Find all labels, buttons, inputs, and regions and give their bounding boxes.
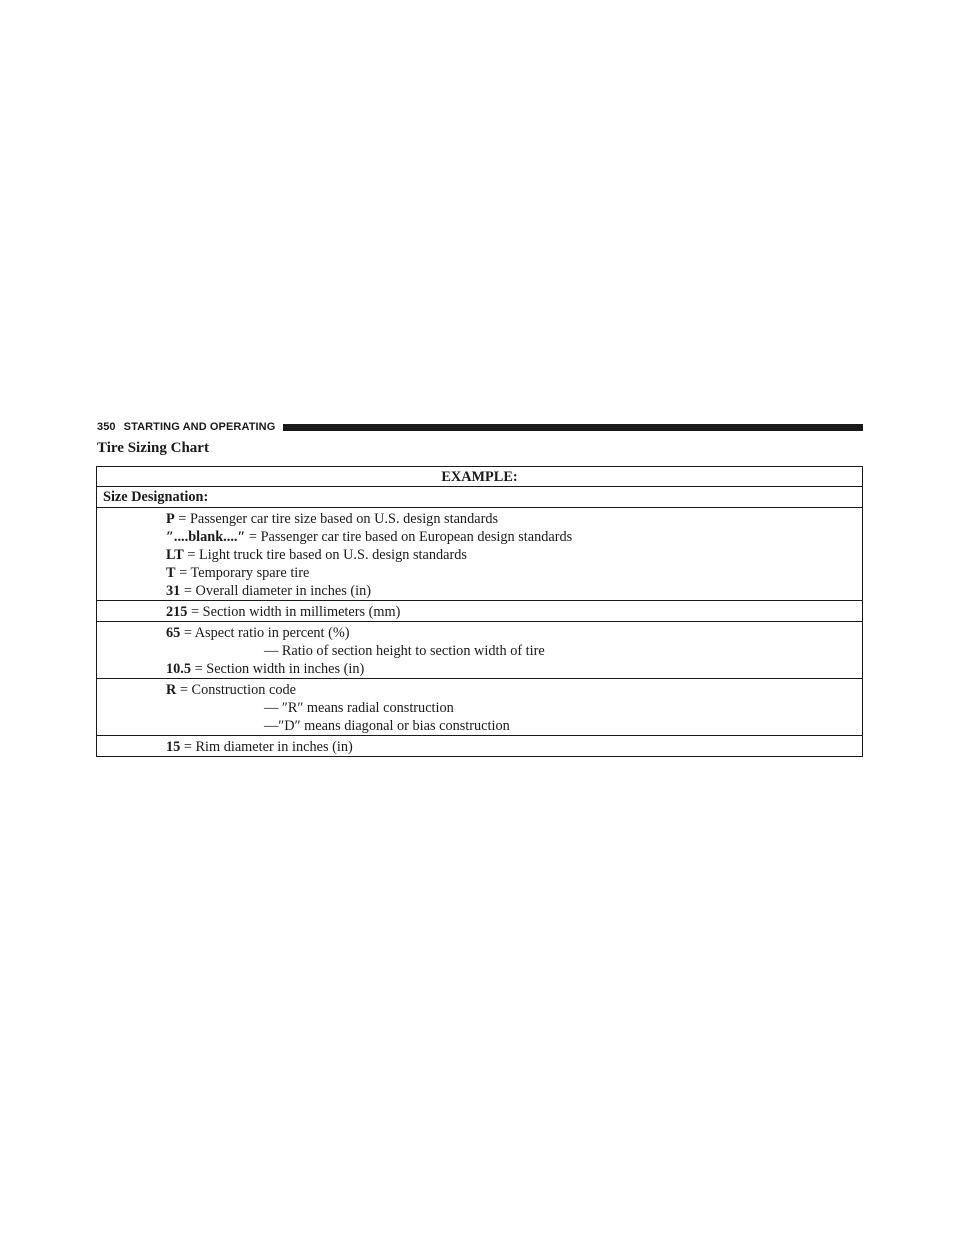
size-code: 215 xyxy=(166,604,188,620)
size-code-meaning: = Light truck tire based on U.S. design standards xyxy=(183,547,467,563)
table-row xyxy=(97,508,863,601)
chart-title: Tire Sizing Chart xyxy=(97,440,209,456)
definition-line xyxy=(166,510,862,528)
size-code: 10.5 xyxy=(166,661,192,677)
size-code: 15 xyxy=(166,739,181,755)
size-code-meaning: = Rim diameter in inches (in) xyxy=(180,739,353,755)
size-code-meaning: = Passenger car tire based on European design standards xyxy=(245,529,573,545)
table-row xyxy=(97,487,863,508)
size-designation-label: Size Designation: xyxy=(97,487,863,508)
size-code: 31 xyxy=(166,583,181,599)
definition-cell xyxy=(97,601,863,622)
definition-cell xyxy=(97,736,863,757)
table-row xyxy=(97,622,863,679)
definition-cell xyxy=(97,508,863,601)
size-code: ″....blank....″ xyxy=(166,529,246,545)
definition-line xyxy=(166,582,862,600)
definition-cell xyxy=(97,679,863,736)
table-row xyxy=(97,736,863,757)
definition-line xyxy=(166,546,862,564)
definition-line xyxy=(166,660,862,678)
size-code: T xyxy=(166,565,176,581)
size-code: 65 xyxy=(166,625,181,641)
page-number: 350 xyxy=(97,421,116,433)
tire-sizing-table xyxy=(96,466,863,757)
definition-line xyxy=(166,681,862,699)
section-name: STARTING AND OPERATING xyxy=(123,421,276,433)
definition-subline: — ″R″ means radial construction xyxy=(264,700,454,716)
size-code: R xyxy=(166,682,177,698)
definition-line xyxy=(166,564,862,582)
definition-line xyxy=(166,603,862,621)
size-code-meaning: = Construction code xyxy=(176,682,296,698)
table-row xyxy=(97,601,863,622)
size-code-meaning: = Overall diameter in inches (in) xyxy=(180,583,371,599)
table-header-row xyxy=(97,467,863,487)
definition-subline: —″D″ means diagonal or bias construction xyxy=(264,718,510,734)
definition-line xyxy=(166,528,862,546)
definition-line xyxy=(166,738,862,756)
size-code-meaning: = Section width in millimeters (mm) xyxy=(187,604,401,620)
running-head xyxy=(97,419,863,435)
size-code-meaning: = Aspect ratio in percent (%) xyxy=(180,625,350,641)
size-code: P xyxy=(166,511,175,527)
size-code-meaning: = Temporary spare tire xyxy=(175,565,310,581)
example-header: EXAMPLE: xyxy=(97,467,863,487)
header-rule xyxy=(283,424,863,431)
definition-subline: — Ratio of section height to section width of tire xyxy=(264,643,545,659)
size-code-meaning: = Section width in inches (in) xyxy=(191,661,365,677)
size-code-meaning: = Passenger car tire size based on U.S. design standards xyxy=(174,511,499,527)
definition-line xyxy=(166,624,862,642)
size-code: LT xyxy=(166,547,184,563)
definition-cell xyxy=(97,622,863,679)
table-row xyxy=(97,679,863,736)
